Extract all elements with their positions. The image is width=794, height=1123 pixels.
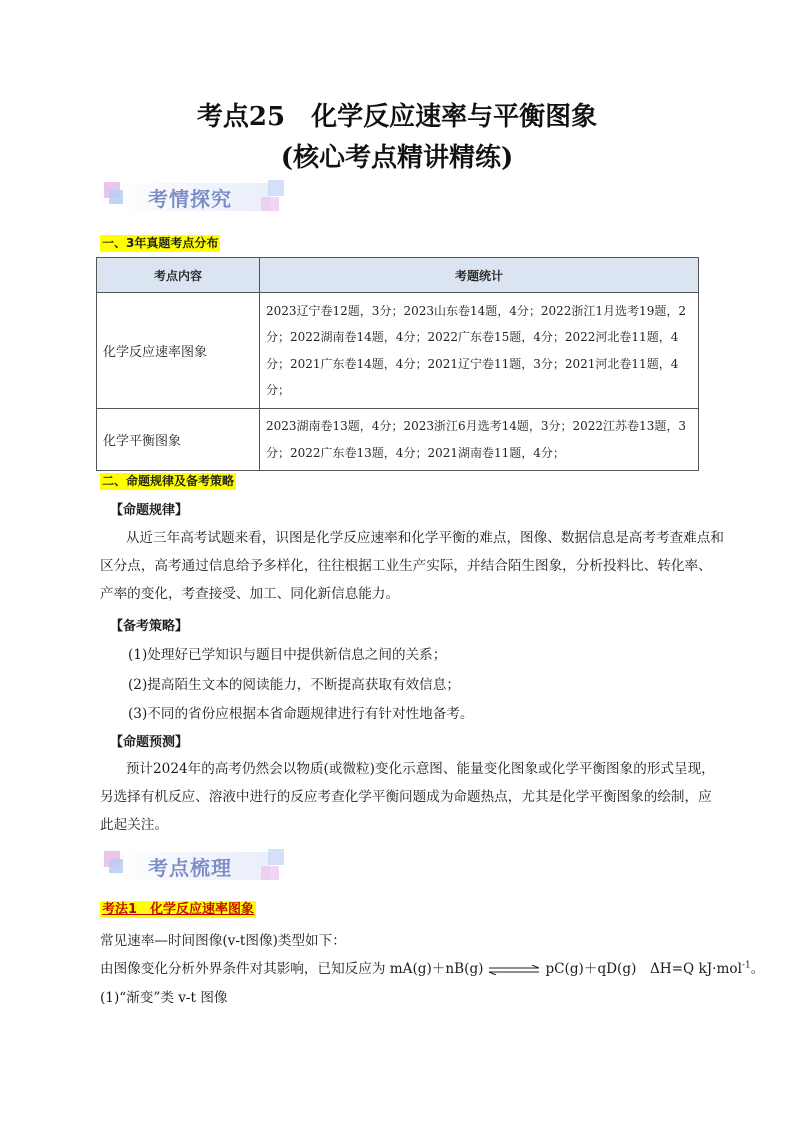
strategy-item: (3)不同的省份应根据本省命题规律进行有针对性地备考。 xyxy=(128,706,474,722)
paragraph-law: 从近三年高考试题来看，识图是化学反应速率和化学平衡的难点，图像、数据信息是高考考查难点和区分点，高考通过信息给予多样化，往往根据工业生产实际，并结合陌生图象，分析投料比、转化率、产率的变化，考查接受、加工、同化新信息能力。 xyxy=(100,530,724,602)
table-cell-topic: 化学平衡图象 xyxy=(97,409,260,471)
section-heading-distribution: 一、3年真题考点分布 xyxy=(102,236,219,250)
section-banner-exam-analysis xyxy=(104,180,289,214)
strategy-item: (2)提高陌生文本的阅读能力，不断提高获取有效信息； xyxy=(128,677,460,693)
reaction-line xyxy=(100,957,764,977)
exam-distribution-table xyxy=(96,257,699,471)
paragraph-forecast: 预计2024年的高考仍然会以物质(或微粒)变化示意图、能量变化图象或化学平衡图象的形式呈现，另选择有机反应、溶液中进行的反应考查化学平衡问题成为命题热点，尤其是化学平衡图象的绘制，应此起关注。 xyxy=(100,761,715,833)
table-row xyxy=(97,409,699,471)
equilibrium-arrow-icon xyxy=(487,965,541,975)
reaction-end: 。 xyxy=(750,961,765,977)
label-strategy: 【备考策略】 xyxy=(110,619,189,634)
method-heading: 考法1 化学反应速率图象 xyxy=(102,902,255,917)
table-header-row xyxy=(97,258,699,293)
body-line: 常见速率—时间图像(v-t图像)类型如下： xyxy=(100,933,346,949)
page-subtitle: (核心考点精讲精练) xyxy=(280,143,514,173)
table-cell-stats: 2023湖南卷13题，4分；2023浙江6月选考14题，3分；2022江苏卷13题，3分；2022广东卷13题，4分；2021湖南卷11题，4分； xyxy=(260,409,699,471)
table-header: 考题统计 xyxy=(260,258,699,293)
reaction-reactants: 由图像变化分析外界条件对其影响，已知反应为 mA(g)＋nB(g) xyxy=(100,961,484,977)
section-banner-key-points xyxy=(104,849,289,883)
table-row xyxy=(97,293,699,409)
reaction-superscript: -1 xyxy=(741,960,751,971)
reaction-products: pC(g)＋qD(g) ΔH=Q kJ·mol xyxy=(545,961,742,977)
table-cell-stats: 2023辽宁卷12题，3分；2023山东卷14题，4分；2022浙江1月选考19题，2分；2022湖南卷14题，4分；2022广东卷15题，4分；2022河北卷11题，4分；2021广东卷14题，4分；2021辽宁卷11题，3分；2021河北卷11题，4分； xyxy=(260,293,699,409)
banner-label: 考情探究 xyxy=(148,187,232,211)
page-title: 考点25 化学反应速率与平衡图象 xyxy=(196,102,598,132)
label-law: 【命题规律】 xyxy=(110,503,189,518)
banner-label: 考点梳理 xyxy=(148,856,232,880)
section-heading-strategy: 二、命题规律及备考策略 xyxy=(102,474,235,488)
table-cell-topic: 化学反应速率图象 xyxy=(97,293,260,409)
label-forecast: 【命题预测】 xyxy=(110,735,189,750)
strategy-item: (1)处理好已学知识与题目中提供新信息之间的关系； xyxy=(128,647,447,663)
table-header: 考点内容 xyxy=(97,258,260,293)
body-line: (1)“渐变”类 v-t 图像 xyxy=(100,990,228,1006)
